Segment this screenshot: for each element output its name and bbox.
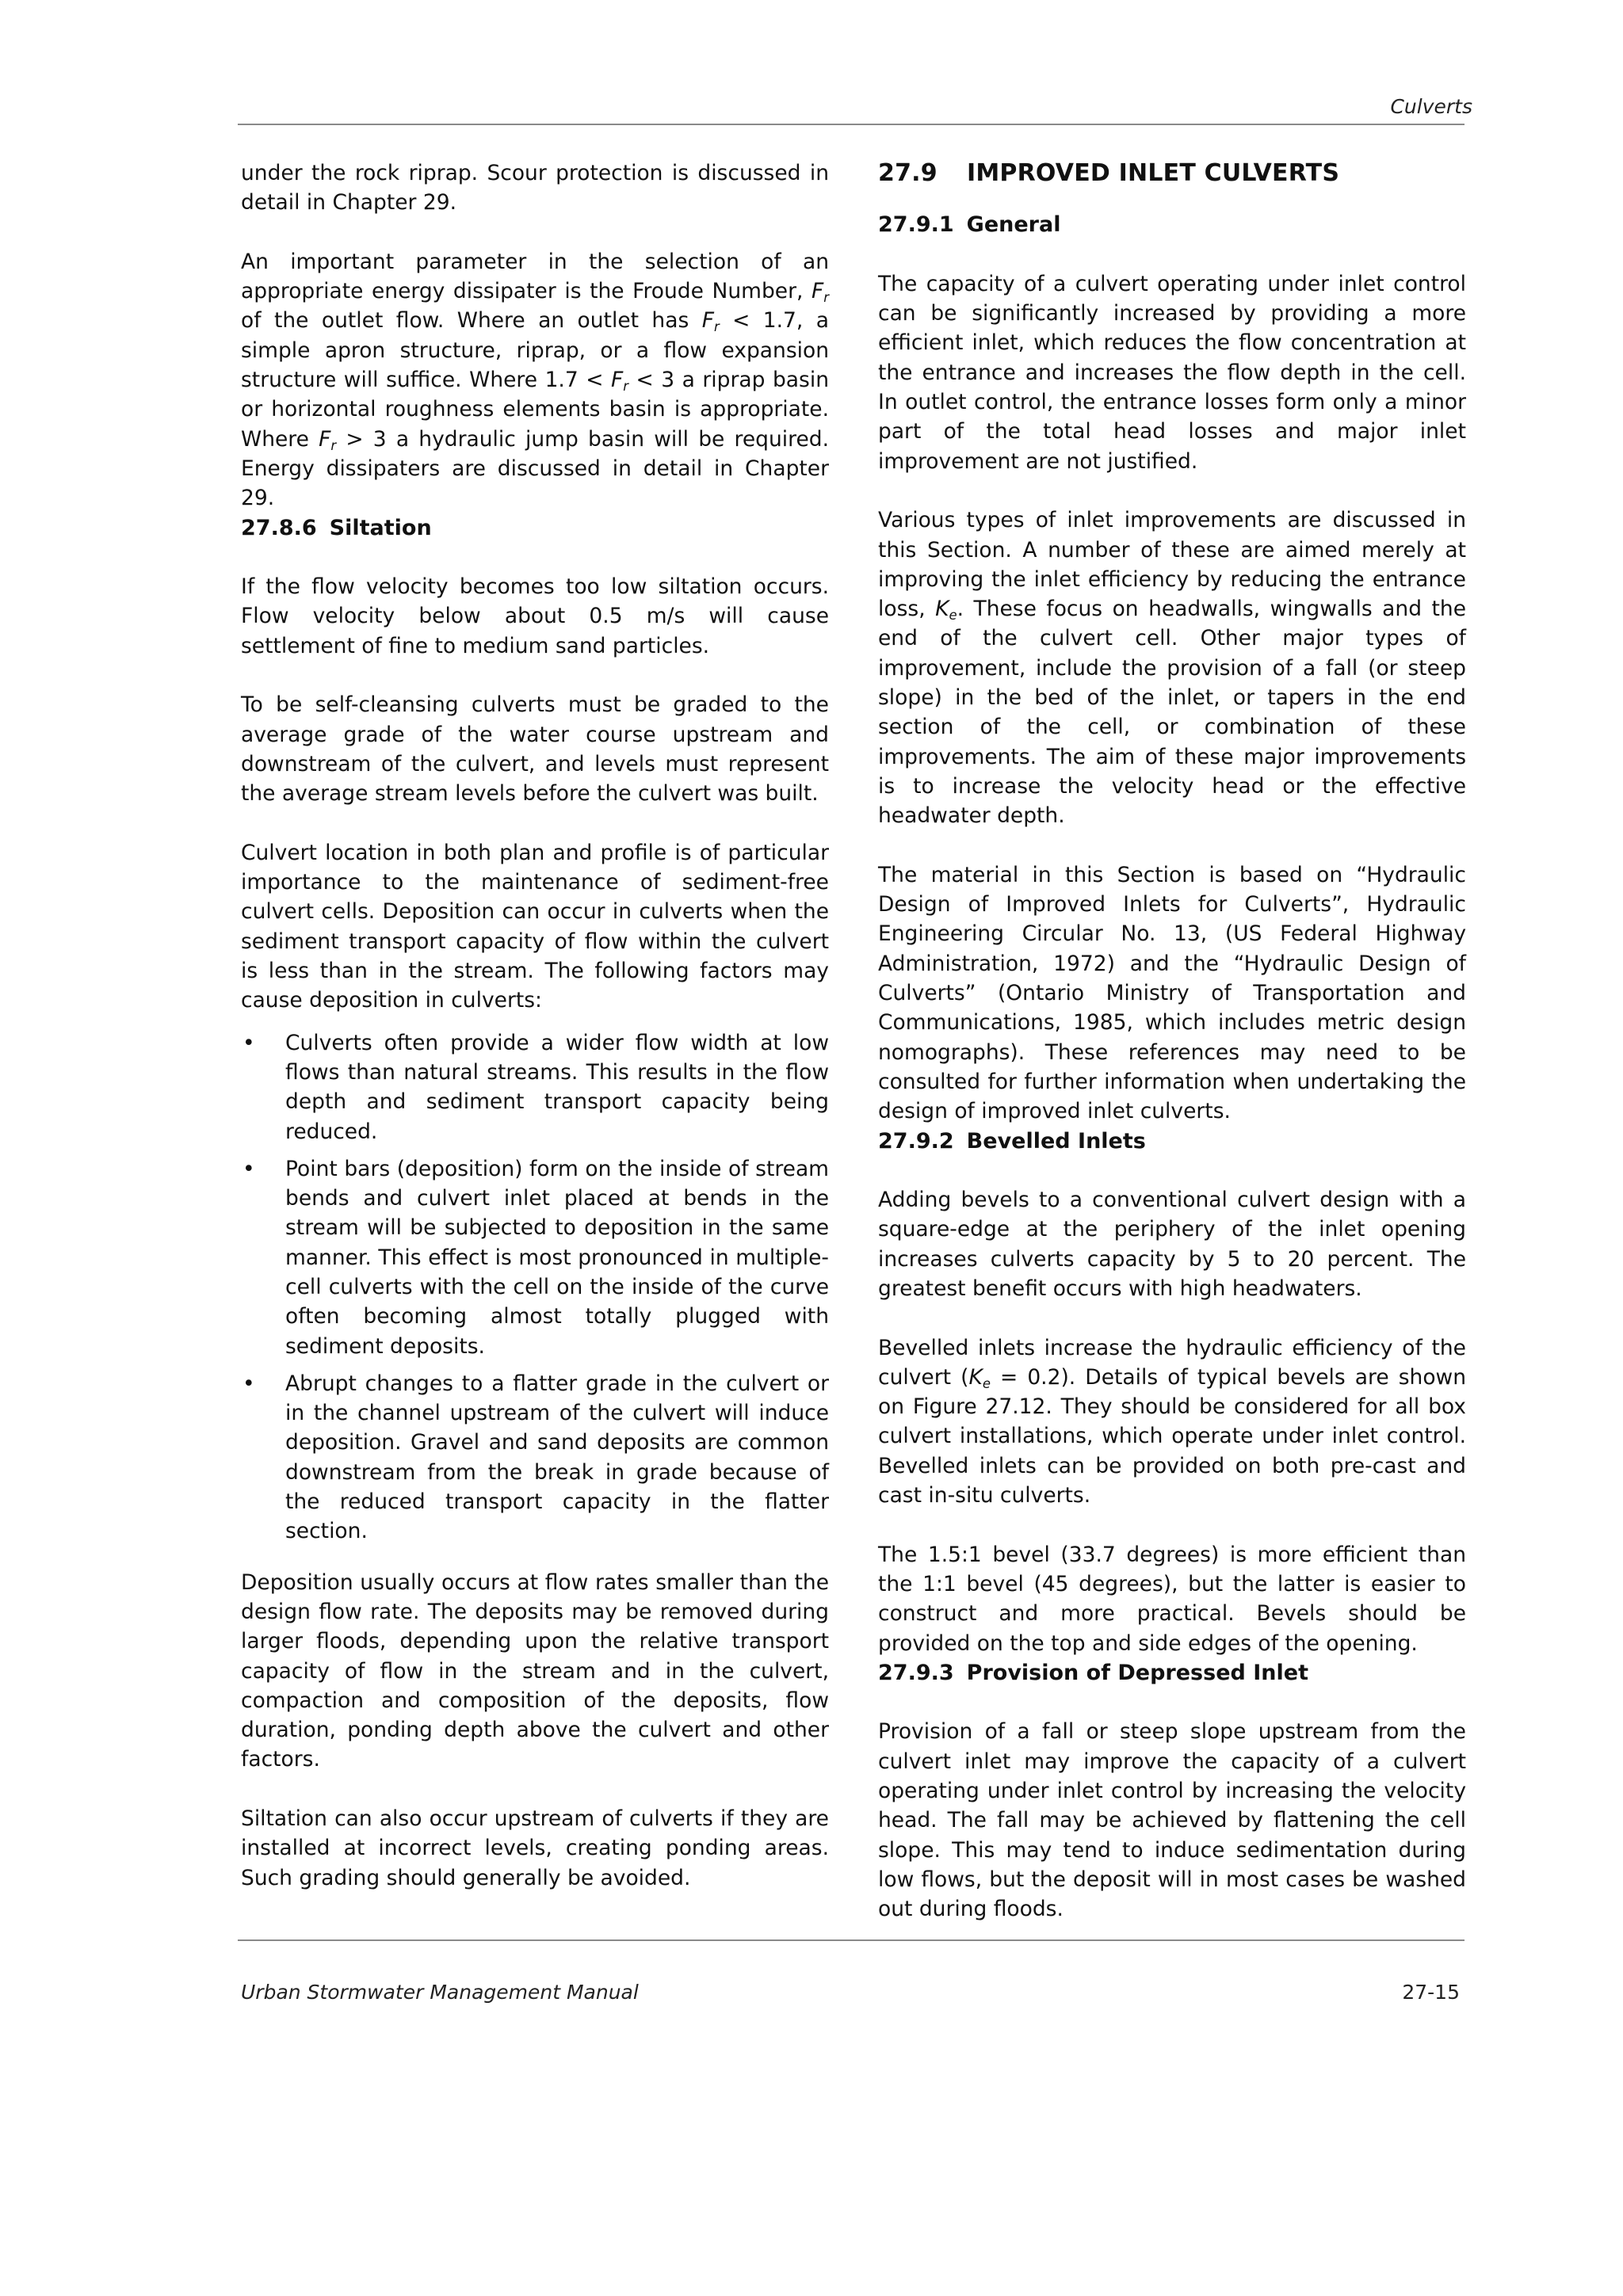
heading-bevelled-inlets: 27.9.2 Bevelled Inlets bbox=[878, 1128, 1146, 1154]
right-column bbox=[878, 158, 1466, 1924]
paragraph: Siltation can also occur upstream of culverts if they are installed at incorrect levels, creating ponding areas. Such grading should generally be avoided. bbox=[241, 1806, 829, 1890]
footer-rule bbox=[238, 1939, 1465, 1941]
section-heading: 27.9 IMPROVED INLET CULVERTS bbox=[878, 159, 1340, 187]
page-number: 27-15 bbox=[1402, 1981, 1460, 2004]
deposition-factors-list bbox=[241, 1028, 829, 1547]
paragraph: Culvert location in both plan and profile is of particular importance to the maintenance of sediment-free culvert cells. Deposition can occur in culverts when the sediment transport capacity of flow within the culvert is less than in the stream. The following factors may cause deposition in culverts: bbox=[241, 840, 829, 1013]
paragraph: Deposition usually occurs at flow rates smaller than the design flow rate. The deposits may be removed during larger floods, depending upon the relative transport capacity of flow in the stream and in the culvert, compaction and composition of the deposits, flow duration, ponding depth above the culvert and other factors. bbox=[241, 1569, 829, 1772]
left-column bbox=[241, 158, 829, 1893]
paragraph-inlet-types: Various types of inlet improvements are discussed in this Section. A number of these are aimed merely at improving the inlet efficiency by reducing the entrance loss, $K_e$. These focus on headwalls, wingwalls and the end of the culvert cell. Other major types of improvement, include the provision of a fall (or steep slope) in the bed of the inlet, or tapers in the end section of the cell, or combination of these improvements. The aim of these major improvements is to increase the velocity head or the effective headwater depth. bbox=[878, 508, 1466, 829]
paragraph: The 1.5:1 bevel (33.7 degrees) is more efficient than the 1:1 bevel (45 degrees), but the latter is easier to construct and more practical. Bevels should be provided on the top and side edges of the opening. bbox=[878, 1542, 1466, 1656]
list-item: • Culverts often provide a wider flow width at low flows than natural streams. This results in the flow depth and sediment transport capacity being reduced. bbox=[241, 1028, 829, 1146]
list-item: • Abrupt changes to a flatter grade in the culvert or in the channel upstream of the culvert will induce deposition. Gravel and sand deposits are common downstream from the break in grade because of the reduced transport capacity in the flatter section. bbox=[241, 1369, 829, 1547]
paragraph: Adding bevels to a conventional culvert design with a square-edge at the periphery of the inlet opening increases culverts capacity by 5 to 20 percent. The greatest benefit occurs with high headwaters. bbox=[878, 1188, 1466, 1301]
heading-depressed-inlet: 27.9.3 Provision of Depressed Inlet bbox=[878, 1660, 1308, 1685]
paragraph: The capacity of a culvert operating under inlet control can be significantly increased by providing a more efficient inlet, which reduces the flow concentration at the entrance and increases the flow depth in the cell. In outlet control, the entrance losses form only a minor part of the total head losses and major inlet improvement are not justified. bbox=[878, 271, 1466, 474]
paragraph-froude: An important parameter in the selection of an appropriate energy dissipater is the Froude Number, $F_r$ of the outlet flow. Where an outlet has $F_r < 1.7$, a simple apron structure, riprap, or a flow expansion structure will suffice. Where $1.7 < F_r < 3$ a riprap basin or horizontal roughness elements basin is appropriate. Where $F_r > 3$ a hydraulic jump basin will be required. Energy dissipaters are discussed in detail in Chapter 29. bbox=[241, 249, 829, 511]
paragraph: To be self-cleansing culverts must be graded to the average grade of the water course upstream and downstream of the culvert, and levels must represent the average stream levels before the culvert was built. bbox=[241, 692, 829, 807]
header-rule bbox=[238, 124, 1465, 125]
running-header: Culverts bbox=[1390, 95, 1472, 118]
paragraph-bevelled: Bevelled inlets increase the hydraulic efficiency of the culvert $(K_e = 0.2)$. Details of typical bevels are shown on Figure 27.12. They should be considered for all box culvert installations, which operate under inlet control. Bevelled inlets can be provided on both pre-cast and cast in-situ culverts. bbox=[878, 1335, 1467, 1508]
heading-siltation: 27.8.6 Siltation bbox=[241, 515, 432, 540]
heading-general: 27.9.1 General bbox=[878, 212, 1061, 238]
list-item: • Point bars (deposition) form on the inside of stream bends and culvert inlet placed at bends in the stream will be subjected to deposition in the same manner. This effect is most pronounced in multiple-cell culverts with the cell on the inside of the curve often becoming almost totally plugged with sediment deposits. bbox=[241, 1154, 829, 1361]
paragraph: If the flow velocity becomes too low siltation occurs. Flow velocity below about 0.5 m/s will cause settlement of fine to medium sand particles. bbox=[241, 574, 829, 658]
footer-manual-title: Urban Stormwater Management Manual bbox=[241, 1981, 639, 2004]
paragraph: Provision of a fall or steep slope upstream from the culvert inlet may improve the capacity of a culvert operating under inlet control by increasing the velocity head. The fall may be achieved by flattening the cell slope. This may tend to induce sedimentation during low flows, but the deposit will in most cases be washed out during floods. bbox=[878, 1719, 1466, 1922]
paragraph: under the rock riprap. Scour protection is discussed in detail in Chapter 29. bbox=[241, 161, 829, 215]
paragraph: The material in this Section is based on “Hydraulic Design of Improved Inlets for Culverts”, Hydraulic Engineering Circular No. 13, (US Federal Highway Administration, 1972) and the “Hydraulic Design of Culverts” (Ontario Ministry of Transportation and Communications, 1985, which includes metric design nomographs). These references may need to be consulted for further information when undertaking the design of improved inlet culverts. bbox=[878, 862, 1466, 1124]
